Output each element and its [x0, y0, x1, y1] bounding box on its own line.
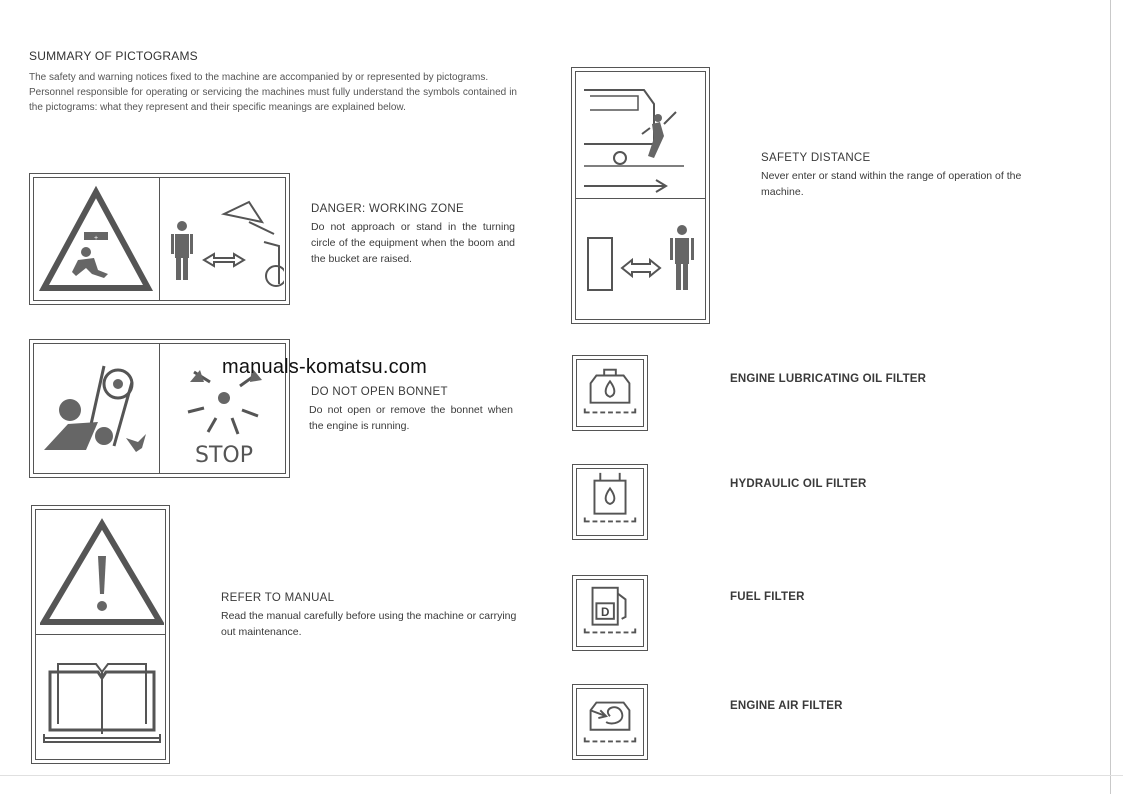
- air-intake-icon: [577, 689, 643, 755]
- distance-title: SAFETY DISTANCE: [761, 152, 871, 164]
- svg-text:+: +: [93, 235, 99, 242]
- hydraulic-tank-icon: [577, 469, 643, 535]
- machine-person-icon: [580, 76, 704, 194]
- filter-label-hydraulic: HYDRAULIC OIL FILTER: [730, 478, 867, 490]
- danger-title: DANGER: WORKING ZONE: [311, 203, 464, 215]
- person-boom-icon: [164, 184, 284, 296]
- intro-text: [29, 70, 517, 115]
- exclamation-warning-icon: [40, 518, 164, 628]
- danger-working-zone-pictogram: [29, 173, 290, 305]
- watermark: manuals-komatsu.com: [222, 356, 427, 378]
- warning-triangle-crush-icon: [38, 184, 154, 296]
- hydraulic-oil-filter-pictogram: [572, 464, 648, 540]
- danger-description: Do not approach or stand in the turning circle of the equipment when the boom and the bucket are raised.: [311, 221, 515, 265]
- manual-title: REFER TO MANUAL: [221, 592, 335, 604]
- belt-hand-hazard-icon: [38, 352, 154, 470]
- open-book-icon: [40, 642, 164, 754]
- page-title: SUMMARY OF PICTOGRAMS: [29, 49, 198, 63]
- filter-label-engine-oil: ENGINE LUBRICATING OIL FILTER: [730, 373, 927, 385]
- manual-description: Read the manual carefully before using the machine or carrying out maintenance.: [221, 610, 517, 638]
- fuel-pump-icon: [577, 580, 643, 646]
- distance-description: Never enter or stand within the range of operation of the machine.: [761, 170, 1022, 198]
- engine-oil-filter-pictogram: [572, 355, 648, 431]
- page-edge-bottom: [0, 775, 1123, 776]
- stop-label: STOP: [195, 443, 253, 468]
- bonnet-title: DO NOT OPEN BONNET: [311, 386, 448, 398]
- person-distance-icon: [580, 204, 704, 318]
- fuel-filter-pictogram: [572, 575, 648, 651]
- oil-can-drop-icon: [577, 360, 643, 426]
- refer-to-manual-pictogram: [31, 505, 170, 764]
- bonnet-description: Do not open or remove the bonnet when the engine is running.: [309, 404, 513, 432]
- fuel-type-glyph: D: [600, 605, 610, 619]
- page-edge: [1110, 0, 1111, 794]
- filter-label-air: ENGINE AIR FILTER: [730, 700, 843, 712]
- filter-label-fuel: FUEL FILTER: [730, 591, 805, 603]
- intro-paragraph-2: Personnel responsible for operating or servicing the machines must fully understand the symbols contained in the pictograms: what they represent and their specific meanings are explained below.: [29, 87, 517, 113]
- intro-paragraph-1: The safety and warning notices fixed to the machine are accompanied by or represented by pictograms.: [29, 72, 489, 83]
- safety-distance-pictogram: [571, 67, 710, 324]
- engine-air-filter-pictogram: [572, 684, 648, 760]
